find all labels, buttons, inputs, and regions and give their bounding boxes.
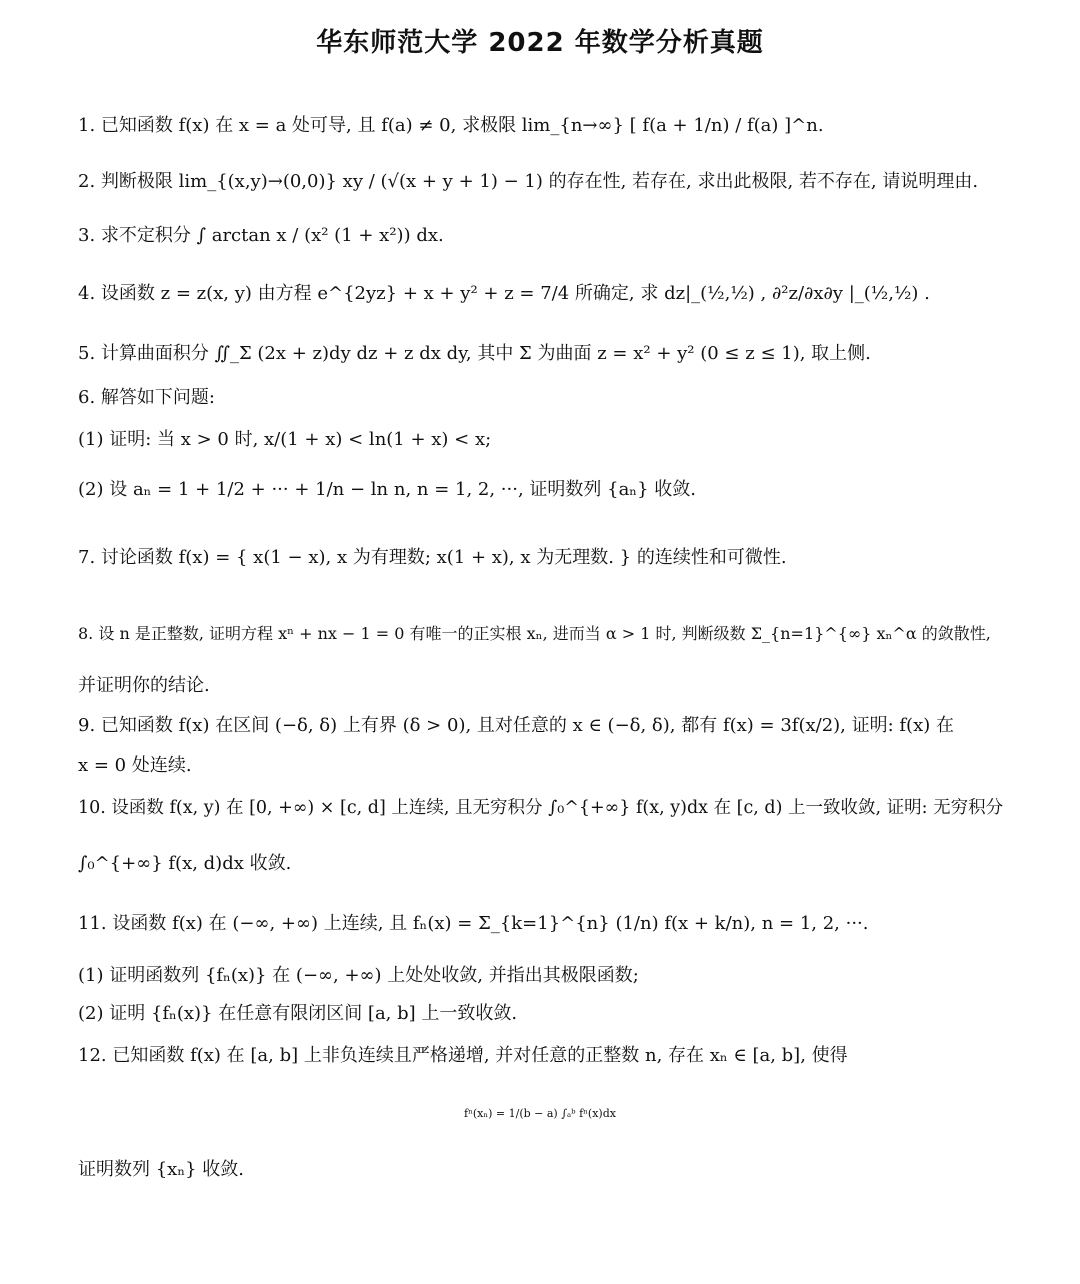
problem-6-part-1: (1) 证明: 当 x > 0 时, x/(1 + x) < ln(1 + x) < x; — [78, 429, 492, 450]
problem-4: 4. 设函数 z = z(x, y) 由方程 e^{2yz} + x + y² + z = 7/4 所确定, 求 dz|_(½,½) , ∂²z/∂x∂y |_(½,½) . — [78, 283, 930, 304]
page-title: 华东师范大学 2022 年数学分析真题 — [316, 28, 764, 58]
problem-1: 1. 已知函数 f(x) 在 x = a 处可导, 且 f(a) ≠ 0, 求极限 lim_{n→∞} [ f(a + 1/n) / f(a) ]^n. — [78, 115, 824, 136]
problem-12-formula: fⁿ(xₙ) = 1/(b − a) ∫ₐᵇ fⁿ(x)dx — [464, 1107, 616, 1120]
problem-8-cont: 并证明你的结论. — [78, 675, 210, 696]
problem-5: 5. 计算曲面积分 ∬_Σ (2x + z)dy dz + z dx dy, 其中 Σ 为曲面 z = x² + y² (0 ≤ z ≤ 1), 取上侧. — [78, 343, 871, 364]
problem-2: 2. 判断极限 lim_{(x,y)→(0,0)} xy / (√(x + y + 1) − 1) 的存在性, 若存在, 求出此极限, 若不存在, 请说明理由. — [78, 171, 979, 192]
problem-11-part-2: (2) 证明 {fₙ(x)} 在任意有限闭区间 [a, b] 上一致收敛. — [78, 1003, 518, 1024]
problem-9: 9. 已知函数 f(x) 在区间 (−δ, δ) 上有界 (δ > 0), 且对任意的 x ∈ (−δ, δ), 都有 f(x) = 3f(x/2), 证明: f(x) 在 — [78, 715, 954, 736]
problem-7: 7. 讨论函数 f(x) = { x(1 − x), x 为有理数; x(1 + x), x 为无理数. } 的连续性和可微性. — [78, 547, 787, 568]
problem-11-part-1: (1) 证明函数列 {fₙ(x)} 在 (−∞, +∞) 上处处收敛, 并指出其极限函数; — [78, 965, 639, 986]
problem-6: 6. 解答如下问题: — [78, 387, 215, 408]
problem-3: 3. 求不定积分 ∫ arctan x / (x² (1 + x²)) dx. — [78, 225, 444, 246]
problem-10-cont: ∫₀^{+∞} f(x, d)dx 收敛. — [78, 853, 292, 874]
problem-8: 8. 设 n 是正整数, 证明方程 xⁿ + nx − 1 = 0 有唯一的正实根 xₙ, 进而当 α > 1 时, 判断级数 Σ_{n=1}^{∞} xₙ^α 的敛散性, — [78, 624, 991, 643]
problem-9-cont: x = 0 处连续. — [78, 755, 192, 776]
problem-12-conclusion: 证明数列 {xₙ} 收敛. — [78, 1159, 245, 1180]
problem-6-part-2: (2) 设 aₙ = 1 + 1/2 + ··· + 1/n − ln n, n = 1, 2, ···, 证明数列 {aₙ} 收敛. — [78, 479, 696, 500]
problem-12: 12. 已知函数 f(x) 在 [a, b] 上非负连续且严格递增, 并对任意的正整数 n, 存在 xₙ ∈ [a, b], 使得 — [78, 1045, 848, 1066]
problem-11: 11. 设函数 f(x) 在 (−∞, +∞) 上连续, 且 fₙ(x) = Σ_{k=1}^{n} (1/n) f(x + k/n), n = 1, 2, ···. — [78, 913, 869, 934]
problem-10: 10. 设函数 f(x, y) 在 [0, +∞) × [c, d] 上连续, 且无穷积分 ∫₀^{+∞} f(x, y)dx 在 [c, d) 上一致收敛, 证明: 无穷积分 — [78, 798, 1004, 818]
